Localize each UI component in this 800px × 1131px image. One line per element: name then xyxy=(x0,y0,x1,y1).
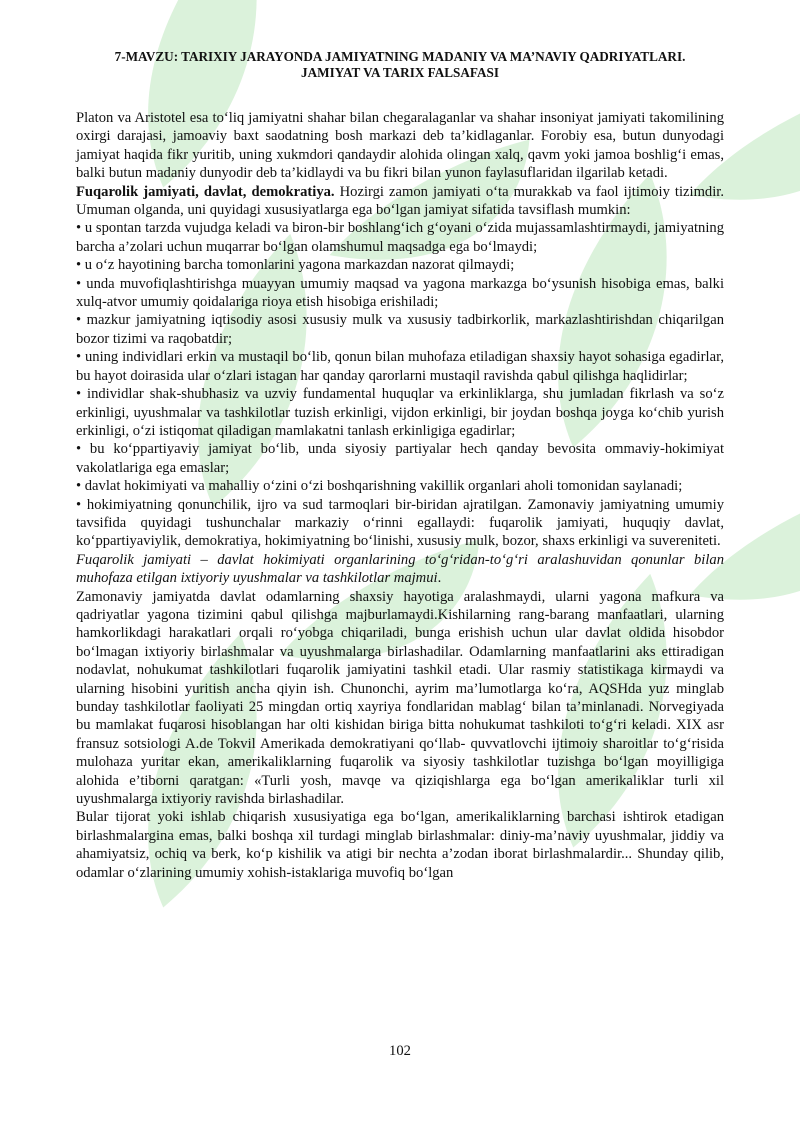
bullet-item: • davlat hokimiyati va mahalliy o‘zini o‘zi boshqarishning vakillik organlari aholi tomonidan saylanadi; xyxy=(76,478,683,495)
header-title-line-1: 7-MAVZU: TARIXIY JARAYONDA JAMIYATNING MADANIY VA MA’NAVIY QADRIYATLARI. xyxy=(114,49,686,64)
paragraph xyxy=(76,183,724,220)
definition-end: . xyxy=(437,570,442,587)
page-header xyxy=(76,49,724,81)
paragraph: Bular tijorat yoki ishlab chiqarish xususiyatiga ega bo‘lgan, amerikaliklarning barchasi ishtirok etadigan birlashmalargina emas, balki boshqa xil turdagi minglab birlashmalar: diniy-ma’naviy uyushmalar, jiddiy va ahamiyatsiz, ochiq va berk, ko‘p kishilik va atigi bir nechta a’zodan iborat birlashmalardir... Shunday qilib, odamlar o‘zlarining umumiy xohish-istaklariga muvofiq bo‘lgan xyxy=(76,809,724,881)
bullet-item: • mazkur jamiyatning iqtisodiy asosi xususiy mulk va xususiy tadbirkorlik, markazlashtirishdan chiqarilgan bozor tizimi va raqobatdir; xyxy=(76,312,724,347)
bullet-item: • bu ko‘ppartiyaviy jamiyat bo‘lib, unda siyosiy partiyalar hech qanday bevosita ommaviy-hokimiyat vakolatlariga ega emaslar; xyxy=(76,441,724,476)
definition xyxy=(76,551,724,588)
paragraph: Platon va Aristotel esa to‘liq jamiyatni shahar bilan chegaralaganlar va shahar insoniyat jamiyati takomilining oxirgi darajasi, jamoaviy baxt saodatning bosh markazi deb ta’kidlaganlar. Forobiy esa, butun dunyodagi jamiyat haqida fikr yuritib, uning xukmdori qandaydir alohida olingan xalq, qavm yoki jamoa boshlig‘i emas, balki butun madaniy dunyodir deb ta’kidlaydi va bu fikri bilan yunon faylasuflaridan ilgarilab ketadi. xyxy=(76,110,724,182)
paragraph: Zamonaviy jamiyatda davlat odamlarning shaxsiy hayotiga aralashmaydi, ularni yagona mafkura va qadriyatlar yagona tizimini qabul qilishga majburlamaydi.Kishilarning rang-barang manfaatlari, ularning hamkorlikdagi harakatlari orqali ro‘yobga chiqariladi, bunga erishish uchun ular davlat oldida hisobdor bo‘lmagan ixtiyoriy birlashmalar va uyushmalarga birlashadilar. Odamlarning manfaatlarini aks ettiradigan nodavlat, nohukumat tashkilotlari fuqarolik jamiyatini tashkil etadi. Ular rasmiy statistikaga kirmaydi va ularning hisobini yuritish ancha qiyin ish. Chunonchi, ayrim ma’lumotlarga ko‘ra, AQSHda yuz minglab bunday tashkilotlar faoliyati 25 mingdan ortiq xayriya fondlaridan mablag‘ bilan ta’minlanadi. Norvegiyada bu mamlakat fuqarosi hisoblangan har olti kishidan biriga bitta nohukumat tashkiloti to‘g‘ri keladi. XIX asr fransuz sotsiologi A.de Tokvil Amerikada demokratiyani qo‘llab- quvvatlovchi ijtimoiy sharoitlar to‘g‘risida mulohaza yuritar ekan, amerikaliklarning fuqarolik va siyosiy tashkilotlar tuzishga bo‘lgan moyilligiga alohida e’tiborni qaratgan: «Turli yosh, mavqe va qiziqishlarga ega bo‘lgan amerikaliklar turli xil uyushmalarga ixtiyoriy ravishda birlashadilar. xyxy=(76,588,724,808)
body-text xyxy=(76,109,724,882)
bullet-item: • u spontan tarzda vujudga keladi va biron-bir boshlang‘ich g‘oyani o‘zida mujassamlashtirmaydi, jamiyatning barcha a’zolari uchun muqarrar bo‘lgan olamshumul maqsadga ega bo‘lmaydi; xyxy=(76,220,724,255)
document-page xyxy=(76,0,724,882)
bullet-item: • hokimiyatning qonunchilik, ijro va sud tarmoqlari bir-biridan ajratilgan. Zamonaviy jamiyatning umumiy tavsifida quyidagi tushunchalar markaziy o‘rinni egallaydi: fuqarolik jamiyati, huquqiy davlat, ko‘ppartiyaviylik, demokratiya, hokimiyatning bo‘linishi, xususiy mulk, bozor, shaxs erkinligi va suvereniteti. xyxy=(76,496,724,550)
page-number: 102 xyxy=(389,1043,411,1059)
header-title-line-2: JAMIYAT VA TARIX FALSAFASI xyxy=(301,65,499,80)
bullet-item: • individlar shak-shubhasiz va uzviy fundamental huquqlar va erkinliklarga, shu jumladan fikrlash va so‘z erkinligi, uyushmalar va tashkilotlar tuzish erkinligi, vijdon erkinligi, bir joydan boshqa joyga ko‘chib yurish erkinligi, o‘zi istiqomat qiladigan mamlakatni tanlash erkinligiga egadirlar; xyxy=(76,386,724,439)
bullet-item: • uning individlari erkin va mustaqil bo‘lib, qonun bilan muhofaza etiladigan shaxsiy hayot sohasiga egadirlar, bu hayot doirasida ular o‘zlari istagan har qanday qarorlarni mustaqil ravishda qabul qilishga haqlidirlar; xyxy=(76,349,724,384)
paragraph-text: Hozirgi zamon jamiyati o‘ta murakkab va faol ijtimoiy tizimdir. Umuman olganda, uni quyidagi xususiyatlarga ega bo‘lgan jamiyat sifatida tavsiflash mumkin: xyxy=(76,183,724,219)
definition-text: Fuqarolik jamiyati – davlat hokimiyati organlarining to‘g‘ridan-to‘g‘ri aralashuvidan qonunlar bilan muhofaza etilgan ixtiyoriy uyushmalar va tashkilotlar majmui xyxy=(76,551,724,587)
bullet-item: • u o‘z hayotining barcha tomonlarini yagona markazdan nazorat qilmaydi; xyxy=(76,257,515,274)
section-heading: Fuqarolik jamiyati, davlat, demokratiya. xyxy=(76,183,335,200)
bullet-item: • unda muvofiqlashtirishga muayyan umumiy maqsad va yagona markazga bo‘ysunish hisobiga emas, balki xulq-atvor umumiy qoidalariga rioya etish hisobiga erishiladi; xyxy=(76,275,724,311)
